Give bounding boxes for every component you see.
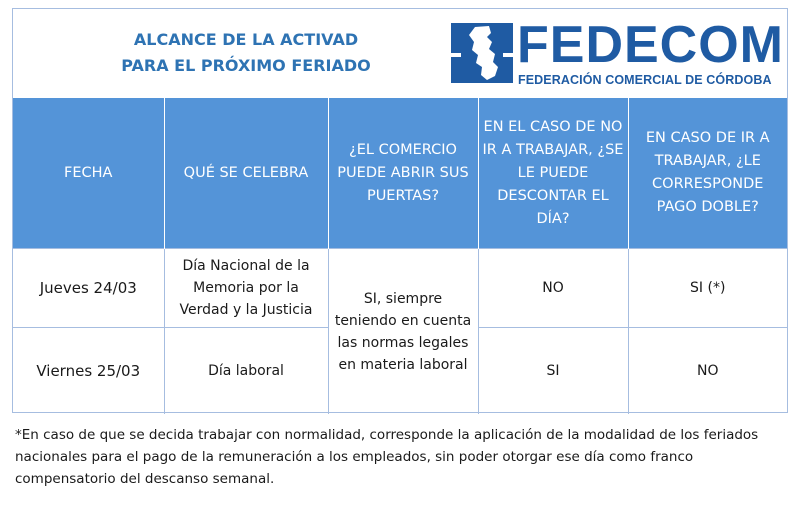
cell-fecha: Jueves 24/03	[13, 249, 164, 328]
cell-descontar: NO	[478, 249, 628, 328]
column-header-fecha: FECHA	[13, 98, 164, 249]
table-header-row	[13, 98, 787, 249]
logo-wordmark: FEDECOM	[517, 16, 784, 74]
table-row	[13, 249, 787, 328]
title-line-1: ALCANCE DE LA ACTIVAD	[133, 30, 359, 49]
cell-celebra: Día Nacional de la Memoria por la Verdad y la Justicia	[164, 249, 328, 328]
column-header-abrir: ¿EL COMERCIO PUEDE ABRIR SUS PUERTAS?	[328, 98, 478, 249]
cell-pago-doble: NO	[628, 328, 787, 415]
column-header-pago-doble: EN CASO DE IR A TRABAJAR, ¿LE CORRESPONDE PAGO DOBLE?	[628, 98, 787, 249]
page-title	[13, 27, 479, 79]
holiday-table	[13, 98, 787, 414]
column-header-celebra: QUÉ SE CELEBRA	[164, 98, 328, 249]
footnote: *En caso de que se decida trabajar con normalidad, corresponde la aplicación de la modalidad de los feriados nacionales para el pago de la remuneración a los empleados, sin poder otorgar ese día como franco compensatorio del descanso semanal.	[15, 427, 759, 487]
column-header-descontar: EN EL CASO DE NO IR A TRABAJAR, ¿SE LE PUEDE DESCONTAR EL DÍA?	[478, 98, 628, 249]
cell-fecha: Viernes 25/03	[13, 328, 164, 415]
logo-subtitle: FEDERACIÓN COMERCIAL DE CÓRDOBA	[518, 73, 772, 87]
header-area	[13, 9, 787, 98]
cell-celebra: Día laboral	[164, 328, 328, 415]
infographic-frame	[12, 8, 788, 413]
cordoba-map-icon	[451, 23, 513, 83]
cell-descontar: SI	[478, 328, 628, 415]
cell-abrir-merged: SI, siempre teniendo en cuenta las normas legales en materia laboral	[328, 249, 478, 415]
cell-pago-doble: SI (*)	[628, 249, 787, 328]
title-line-2: PARA EL PRÓXIMO FERIADO	[121, 56, 371, 75]
fedecom-logo	[451, 16, 784, 89]
